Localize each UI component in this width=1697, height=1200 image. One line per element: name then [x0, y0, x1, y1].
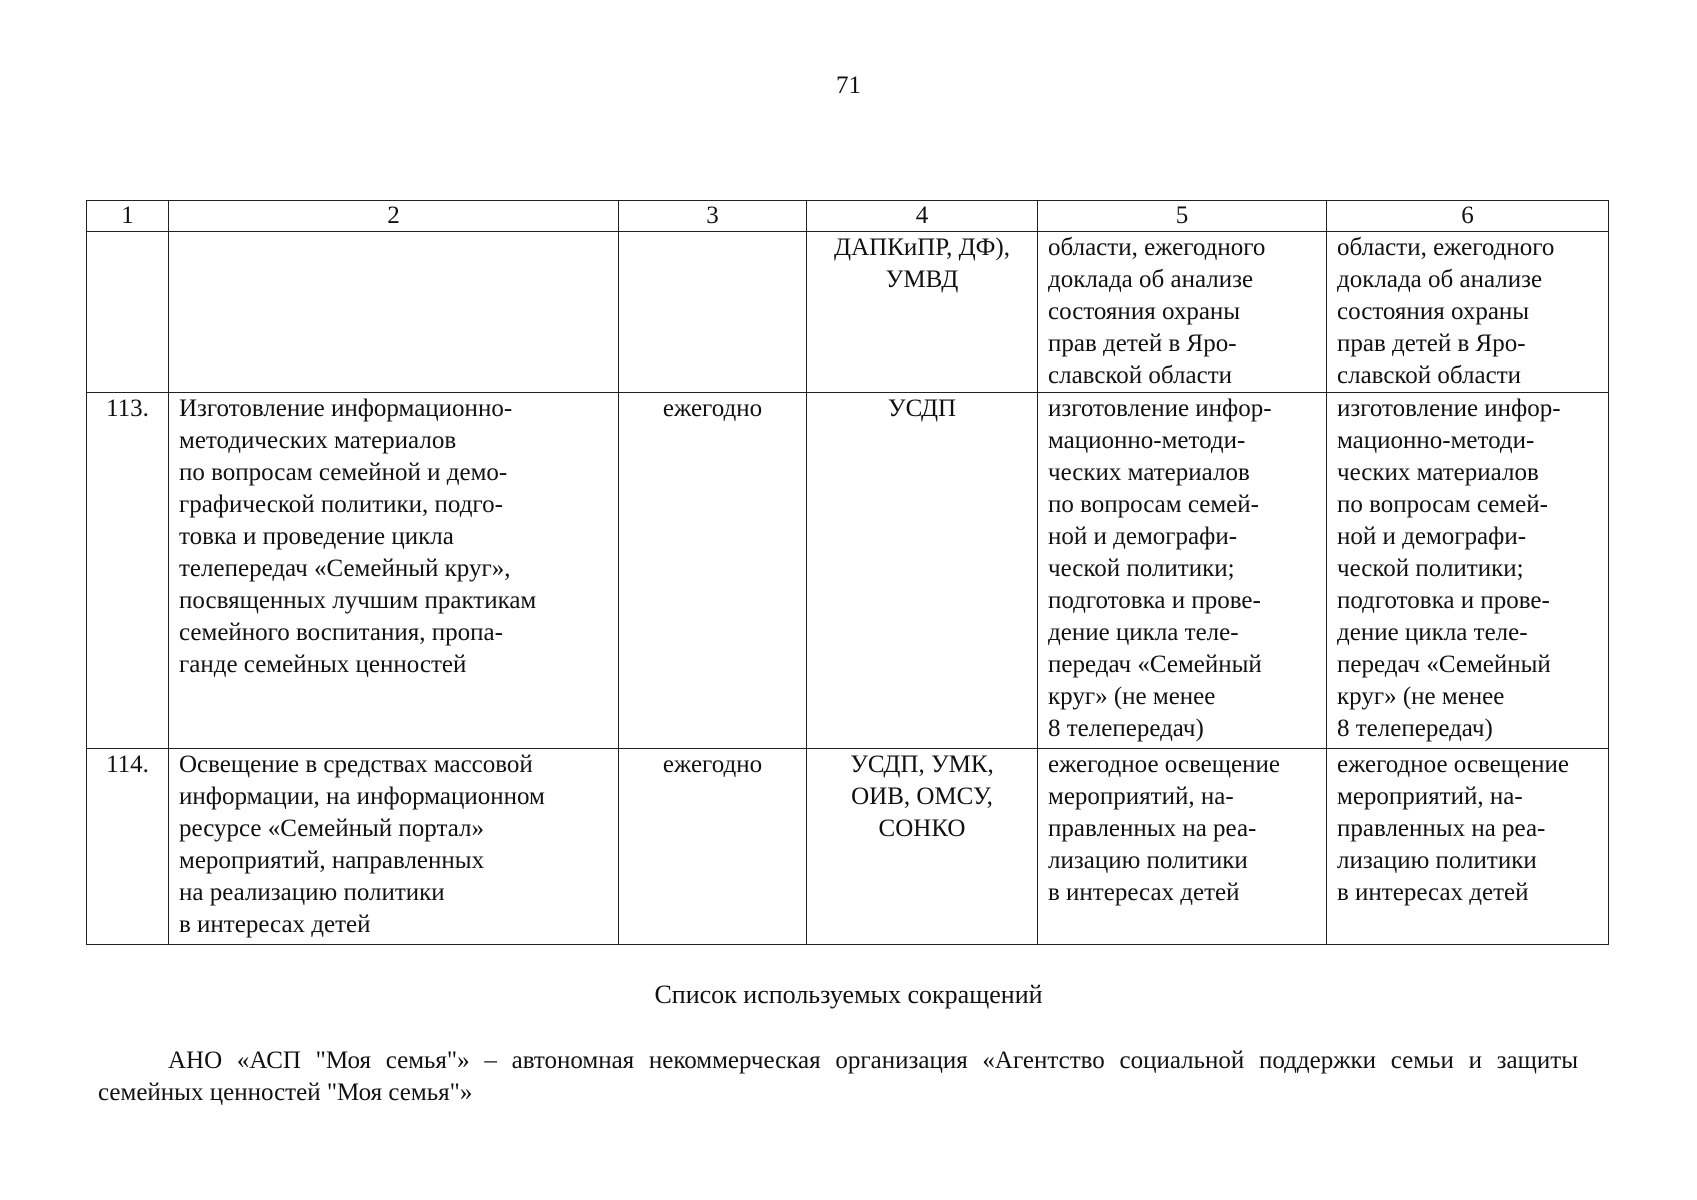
table-row	[87, 749, 1609, 945]
term-cell: ежегодно	[619, 749, 807, 945]
row-number: 113.	[87, 393, 169, 749]
action-cell: Изготовление информационно- методических материалов по вопросам семейной и демо- графической политики, подго- товка и проведение цикла телепередач «Семейный круг», посвященных лучшим практикам семейного воспитания, пропа- ганде семейных ценностей	[169, 393, 619, 749]
table-header-row	[87, 201, 1609, 232]
executors-cell: УСДП, УМК, ОИВ, ОМСУ, СОНКО	[807, 749, 1038, 945]
indicator-cell: области, ежегодного доклада об анализе состояния охраны прав детей в Яро- славской области	[1327, 232, 1609, 393]
abbreviation-entry: АНО «АСП "Моя семья"» – автономная некоммерческая организация «Агентство социальной поддержки семьи и защиты семейных ценностей "Моя семья"»	[98, 1047, 1578, 1106]
table-row	[87, 393, 1609, 749]
action-plan-table	[86, 200, 1609, 945]
row-number	[87, 232, 169, 393]
column-header-4: 4	[807, 201, 1038, 232]
action-cell	[169, 232, 619, 393]
column-header-6: 6	[1327, 201, 1609, 232]
column-header-1: 1	[87, 201, 169, 232]
result-cell: области, ежегодного доклада об анализе состояния охраны прав детей в Яро- славской области	[1038, 232, 1327, 393]
indicator-cell: изготовление инфор- мационно-методи- ческих материалов по вопросам семей- ной и демографи- ческой политики; подготовка и прове- дение цикла теле- передач «Семейный круг» (не менее 8 телепередач)	[1327, 393, 1609, 749]
result-cell: изготовление инфор- мационно-методи- ческих материалов по вопросам семей- ной и демографи- ческой политики; подготовка и прове- дение цикла теле- передач «Семейный круг» (не менее 8 телепередач)	[1038, 393, 1327, 749]
page-number: 71	[836, 72, 861, 99]
column-header-2: 2	[169, 201, 619, 232]
term-cell: ежегодно	[619, 393, 807, 749]
column-header-3: 3	[619, 201, 807, 232]
abbreviations-title: Список используемых сокращений	[654, 980, 1043, 1009]
action-cell: Освещение в средствах массовой информации, на информационном ресурсе «Семейный портал» мероприятий, направленных на реализацию политики в интересах детей	[169, 749, 619, 945]
row-number: 114.	[87, 749, 169, 945]
result-cell: ежегодное освещение мероприятий, на- правленных на реа- лизацию политики в интересах детей	[1038, 749, 1327, 945]
column-header-5: 5	[1038, 201, 1327, 232]
indicator-cell: ежегодное освещение мероприятий, на- правленных на реа- лизацию политики в интересах детей	[1327, 749, 1609, 945]
table-row	[87, 232, 1609, 393]
term-cell	[619, 232, 807, 393]
executors-cell: УСДП	[807, 393, 1038, 749]
executors-cell: ДАПКиПР, ДФ), УМВД	[807, 232, 1038, 393]
